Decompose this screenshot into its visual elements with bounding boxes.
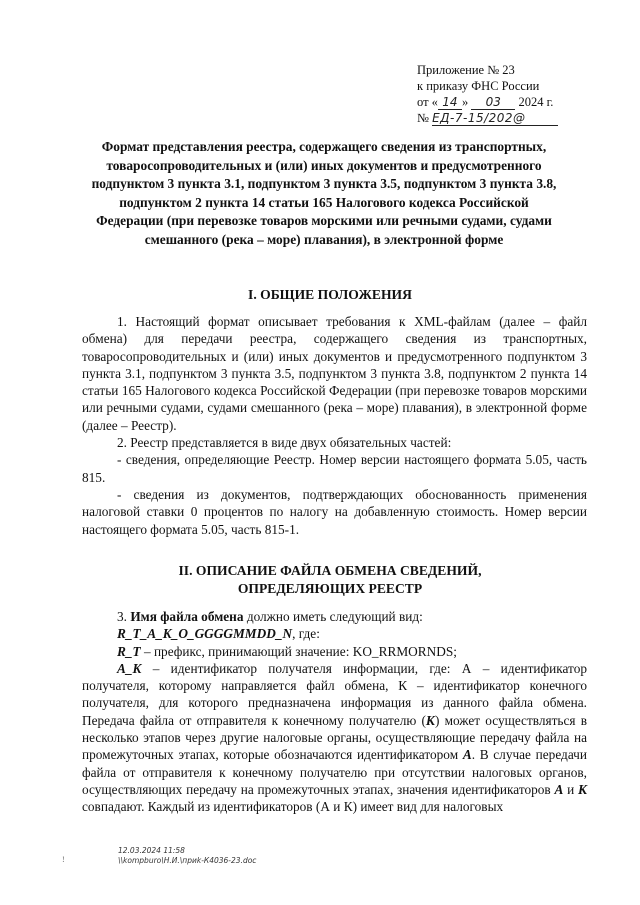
margin-mark: ! (62, 855, 65, 864)
paragraph-3 (82, 608, 587, 625)
paragraph-3-term: Имя файла обмена (130, 609, 244, 624)
section1-body (82, 313, 587, 538)
date-quote: » (461, 95, 469, 109)
recipient-a: А (462, 747, 472, 763)
section2-heading-line1: II. ОПИСАНИЕ ФАЙЛА ОБМЕНА СВЕДЕНИЙ, (178, 563, 482, 578)
recipient-text-4: совпадают. Каждый из идентификаторов (А и К) имеет вид для налоговых (82, 799, 504, 815)
recipient-text-2: ) может осуществляться в несколько этапов через другие налоговые органы, осуществляющие передачу файла на промежуточных этапах, которые обозначаются идентификатором (82, 712, 587, 763)
paragraph-3-text: должно иметь следующий вид: (246, 609, 423, 624)
order-number: ЕД-7-15/202@ (432, 112, 558, 126)
annex-number (417, 110, 558, 126)
footer-filepath: \\kompburo\Н.И.\приk-К4036-23.doc (118, 856, 257, 865)
pattern-code: R_T_A_K_O_GGGGMMDD_N (117, 626, 293, 642)
annex-header (417, 62, 558, 126)
paragraph-1: 1. Настоящий формат описывает требования к XML-файлам (далее – файл обмена) для передачи реестра, содержащего сведения из транспортных, товаросопроводительных и (или) иных документов и предусмотренного подпунктом 3 пункта 3.1, подпунктом 3 пункта 3.5, подпунктом 3 пункта 3.8, подпунктом 2 пункта 14 статьи 165 Налогового кодекса Российской Федерации (при перевозке товаров морскими или речными судами, судами смешанного (река – море) плавания), в электронной форме (далее – Реестр). (82, 314, 587, 433)
file-name-pattern (82, 625, 587, 642)
number-label: № (417, 111, 429, 125)
pattern-suffix: , где: (292, 626, 320, 642)
file-footer (118, 846, 256, 866)
paragraph-3-number: 3. (117, 609, 127, 624)
annex-line2: к приказу ФНС России (417, 79, 540, 93)
prefix-definition (82, 643, 587, 660)
recipient-a-2: А (554, 781, 564, 797)
section2-heading (80, 562, 580, 598)
paragraph-2-item-2: - сведения из документов, подтверждающих обоснованность применения налоговой ставки 0 процентов по налогу на добавленную стоимость. Номер версии настоящего формата 5.05, часть 815-1. (82, 486, 587, 537)
date-from-label: от « (417, 95, 438, 109)
annex-date (417, 94, 558, 110)
paragraph-2-item-1: - сведения, определяющие Реестр. Номер версии настоящего формата 5.05, часть 815. (82, 452, 587, 485)
recipient-text-3: . В случае передачи файла от отправителя к конечному получателю при отсутствии налоговых органов, осуществляющих передачу на промежуточных этапах, значения идентификаторов (82, 747, 587, 797)
recipient-definition (82, 660, 587, 816)
date-day: 14 (438, 96, 462, 110)
recipient-code: A_K (117, 660, 142, 676)
date-year: 2024 г. (518, 95, 554, 109)
annex-line1: Приложение № 23 (417, 63, 515, 77)
recipient-text-1: – идентификатор получателя информации, где: А – идентификатор получателя, которому направляется файл обмена, К – идентификатор конечного получателя, для которого предназначена информация из данного файла обмена. Передача файла от отправителя к конечному получателю ( (82, 660, 587, 728)
section2-heading-line2: ОПРЕДЕЛЯЮЩИХ РЕЕСТР (237, 581, 423, 596)
paragraph-2: 2. Реестр представляется в виде двух обязательных частей: (117, 435, 452, 451)
recipient-k-2: К (577, 781, 587, 797)
prefix-text: – префикс, принимающий значение: KO_RRMORNDS; (140, 643, 457, 659)
section2-body (82, 608, 587, 816)
recipient-k: К (425, 712, 435, 728)
section1-heading: I. ОБЩИЕ ПОЛОЖЕНИЯ (248, 287, 412, 302)
document-title: Формат представления реестра, содержащего сведения из транспортных, товаросопроводительных и (или) иных документов и предусмотренного подпунктом 3 пункта 3.1, подпунктом 3 пункта 3.5, подпунктом 3 пункта 3.8, подпунктом 2 пункта 14 статьи 165 Налогового кодекса Российской Федерации (при перевозке товаров морскими или речными судами, судами смешанного (река – море) плавания), в электронной форме (91, 139, 557, 247)
footer-timestamp: 12.03.2024 11:58 (118, 846, 185, 855)
date-month: 03 (471, 96, 515, 110)
prefix-code: R_T (117, 643, 141, 659)
recipient-and: и (563, 781, 578, 797)
